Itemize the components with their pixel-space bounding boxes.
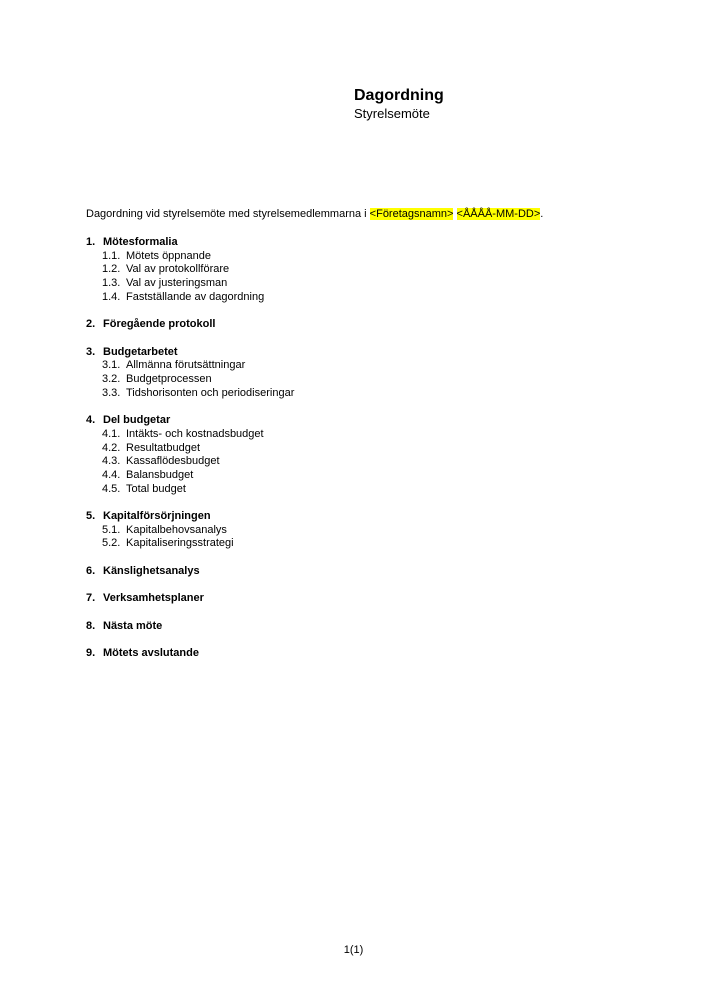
agenda-subitem-label: Tidshorisonten och periodiseringar — [126, 386, 295, 399]
agenda-section-number: 4. — [86, 414, 96, 427]
agenda-section-title: Del budgetar — [103, 414, 171, 427]
agenda-subitem-label: Fastställande av dagordning — [126, 290, 265, 303]
agenda-section-number: 8. — [86, 619, 96, 632]
document-subtitle: Styrelsemöte — [354, 106, 430, 121]
page-number: 1(1) — [343, 944, 364, 956]
agenda-subitem-number: 5.1. — [102, 523, 121, 536]
agenda-section — [86, 592, 294, 606]
agenda-section-number: 9. — [86, 646, 96, 659]
agenda-subitem-number: 4.3. — [102, 455, 121, 468]
agenda-subitem — [102, 483, 294, 497]
agenda-subitem — [102, 277, 294, 291]
agenda-subitem-label: Kapitalbehovsanalys — [126, 523, 227, 536]
agenda-section-title: Föregående protokoll — [103, 318, 216, 331]
agenda-subitem-number: 1.3. — [102, 277, 121, 290]
agenda-section — [86, 565, 294, 579]
agenda-section-number: 3. — [86, 345, 96, 358]
agenda-section-title: Känslighetsanalys — [103, 564, 200, 577]
agenda-section-title: Mötesformalia — [103, 236, 178, 248]
company-name-placeholder: <Företagsnamn> — [369, 208, 454, 220]
agenda-subitem — [102, 291, 294, 305]
agenda-subitem-number: 1.2. — [102, 263, 121, 276]
agenda-subitem-label: Val av protokollförare — [126, 263, 230, 276]
agenda-section-heading — [86, 592, 294, 606]
agenda-subitem-number: 4.1. — [102, 427, 121, 440]
agenda-subitem — [102, 263, 294, 277]
agenda-section-heading — [86, 236, 294, 250]
agenda-section-number: 1. — [86, 236, 96, 248]
agenda-subitem — [102, 387, 294, 401]
agenda-subitem-list — [86, 524, 294, 551]
agenda-section-heading — [86, 346, 294, 360]
agenda-subitem-label: Mötets öppnande — [126, 249, 212, 262]
agenda-section-heading — [86, 414, 294, 428]
agenda-subitem-number: 1.1. — [102, 249, 121, 262]
agenda-subitem-number: 1.4. — [102, 290, 121, 303]
date-placeholder: <ÅÅÅÅ-MM-DD> — [456, 208, 541, 220]
agenda-section-number: 7. — [86, 592, 96, 605]
intro-end: . — [540, 208, 544, 220]
agenda-subitem-number: 3.1. — [102, 359, 121, 372]
agenda-subitem — [102, 469, 294, 483]
agenda-section-number: 2. — [86, 318, 96, 331]
agenda-section — [86, 620, 294, 634]
agenda-subitem-label: Intäkts- och kostnadsbudget — [126, 427, 264, 440]
agenda-section-heading — [86, 318, 294, 332]
agenda-subitem-list — [86, 428, 294, 497]
intro-text: Dagordning vid styrelsemöte med styrelsemedlemmarna i — [86, 208, 370, 220]
agenda-subitem-label: Total budget — [126, 482, 186, 495]
agenda-list — [86, 236, 294, 674]
agenda-subitem — [102, 359, 294, 373]
agenda-section-heading — [86, 510, 294, 524]
agenda-subitem — [102, 455, 294, 469]
intro-paragraph — [86, 207, 543, 221]
agenda-section — [86, 510, 294, 551]
agenda-subitem — [102, 537, 294, 551]
agenda-subitem-number: 4.5. — [102, 482, 121, 495]
agenda-subitem — [102, 442, 294, 456]
agenda-subitem — [102, 373, 294, 387]
agenda-section — [86, 236, 294, 305]
agenda-subitem-label: Allmänna förutsättningar — [126, 359, 246, 372]
agenda-section-heading — [86, 565, 294, 579]
agenda-section — [86, 647, 294, 661]
agenda-subitem-number: 3.2. — [102, 373, 121, 385]
agenda-section — [86, 318, 294, 332]
agenda-section — [86, 414, 294, 496]
agenda-subitem-label: Kapitaliseringsstrategi — [126, 537, 234, 550]
agenda-subitem — [102, 524, 294, 538]
agenda-section-title: Mötets avslutande — [103, 646, 199, 659]
agenda-subitem-list — [86, 359, 294, 400]
agenda-subitem-number: 5.2. — [102, 537, 121, 550]
agenda-subitem-label: Val av justeringsman — [126, 277, 228, 290]
agenda-section-title: Nästa möte — [103, 619, 163, 632]
agenda-subitem-number: 4.4. — [102, 468, 121, 481]
agenda-subitem-label: Resultatbudget — [126, 441, 200, 454]
agenda-section-title: Kapitalförsörjningen — [103, 510, 211, 522]
agenda-section-number: 6. — [86, 564, 96, 577]
agenda-section-number: 5. — [86, 510, 96, 522]
agenda-section-title: Budgetarbetet — [103, 345, 178, 358]
agenda-subitem-label: Budgetprocessen — [126, 373, 212, 385]
agenda-subitem-list — [86, 250, 294, 305]
agenda-section-heading — [86, 647, 294, 661]
agenda-subitem — [102, 428, 294, 442]
agenda-section-heading — [86, 620, 294, 634]
agenda-subitem — [102, 250, 294, 264]
agenda-subitem-number: 4.2. — [102, 441, 121, 454]
agenda-subitem-number: 3.3. — [102, 386, 121, 399]
document-title: Dagordning — [354, 87, 444, 104]
agenda-section-title: Verksamhetsplaner — [103, 592, 204, 605]
agenda-subitem-label: Kassaflödesbudget — [126, 455, 220, 468]
document-header — [354, 86, 444, 122]
agenda-section — [86, 346, 294, 401]
agenda-subitem-label: Balansbudget — [126, 468, 194, 481]
